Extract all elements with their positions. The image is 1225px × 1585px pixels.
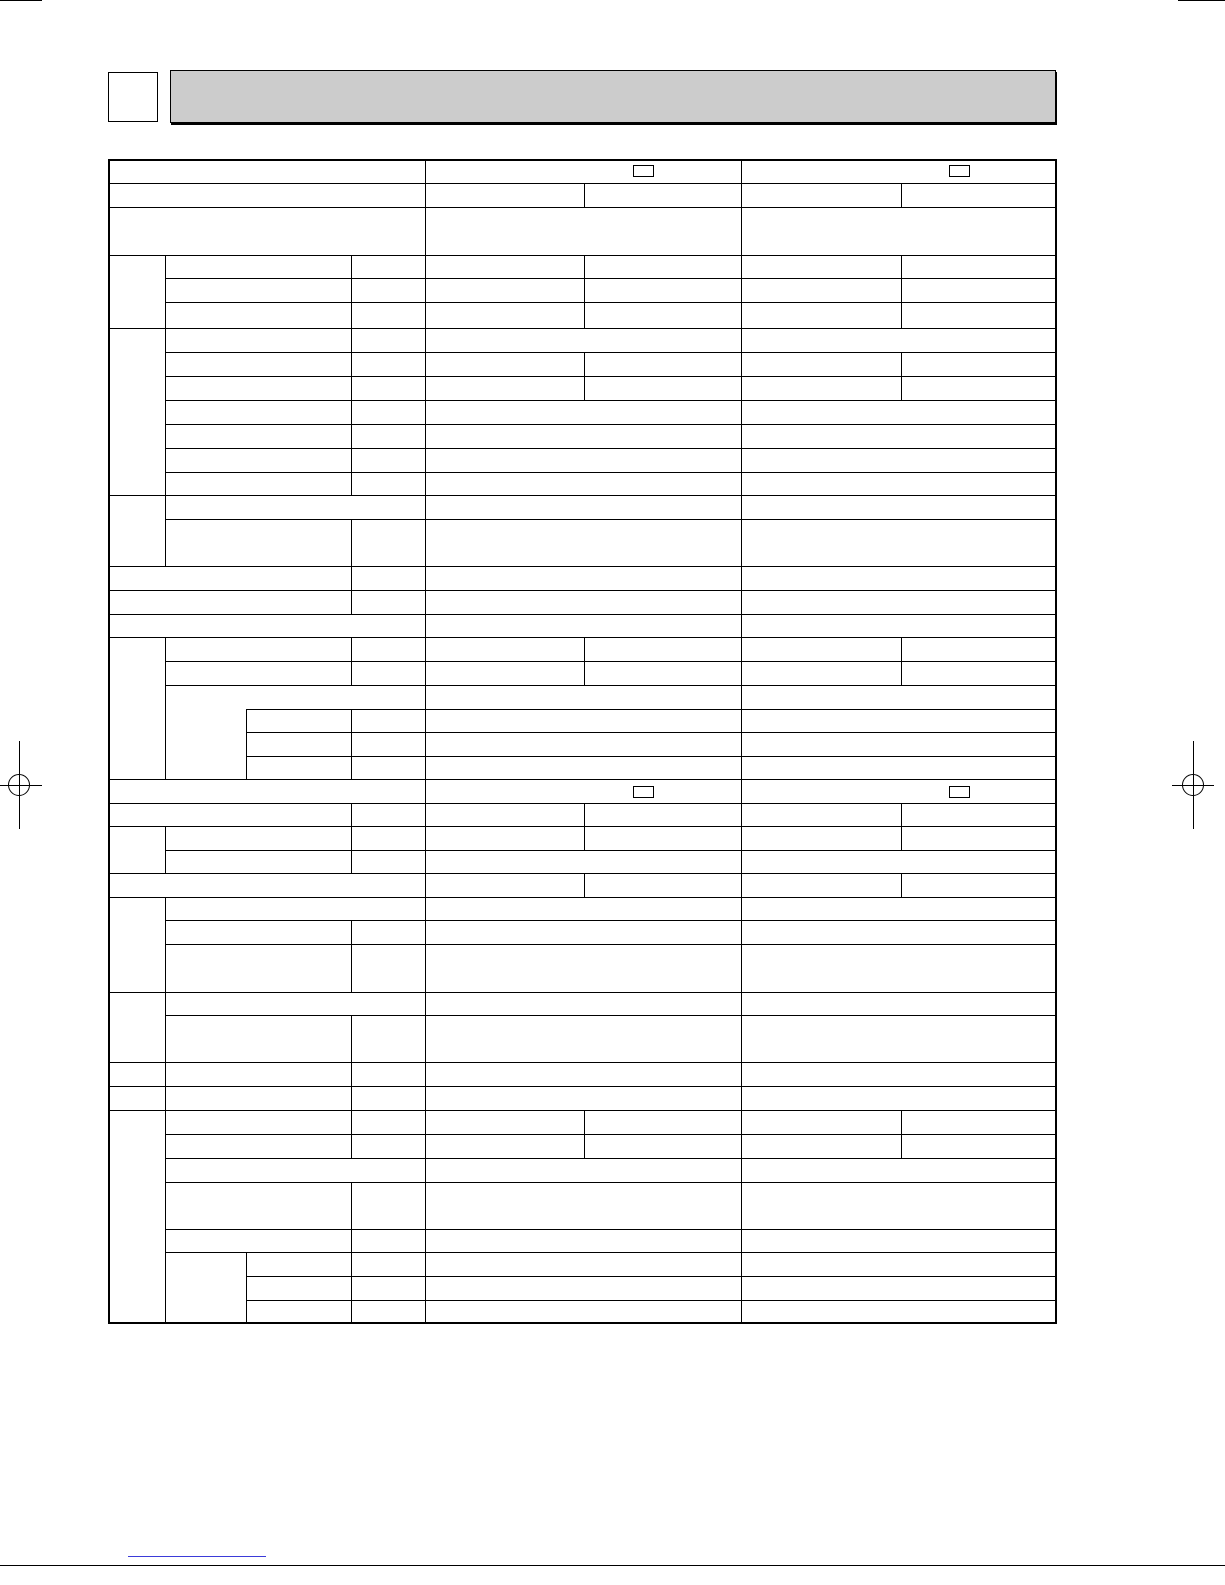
table-vertical-rule — [165, 637, 166, 779]
table-vertical-rule — [351, 709, 352, 779]
table-horizontal-rule — [165, 1158, 1057, 1159]
model-badge-left-lower — [633, 786, 654, 798]
table-horizontal-rule — [165, 519, 1057, 520]
table-vertical-rule — [351, 1182, 352, 1229]
table-horizontal-rule — [246, 732, 1057, 733]
table-horizontal-rule — [108, 495, 1057, 496]
table-vertical-rule — [901, 183, 902, 207]
table-vertical-rule — [351, 255, 352, 495]
table-horizontal-rule — [108, 183, 1057, 184]
table-horizontal-rule — [165, 472, 1057, 473]
table-horizontal-rule — [165, 424, 1057, 425]
table-vertical-rule — [351, 566, 352, 614]
table-vertical-rule — [351, 1015, 352, 1062]
table-vertical-rule — [351, 1110, 352, 1158]
crop-mark-top-left — [0, 0, 42, 1]
table-vertical-rule — [901, 1110, 902, 1158]
model-badge-left — [633, 165, 654, 177]
crop-mark-top-right — [1178, 0, 1225, 1]
table-vertical-rule — [351, 1229, 352, 1324]
table-vertical-rule — [584, 255, 585, 328]
table-horizontal-rule — [165, 1015, 1057, 1016]
model-badge-right-lower — [949, 786, 970, 798]
table-horizontal-rule — [108, 897, 1057, 898]
table-vertical-rule — [351, 519, 352, 566]
table-horizontal-rule — [108, 328, 1057, 329]
table-horizontal-rule — [165, 944, 1057, 945]
table-vertical-rule — [351, 920, 352, 992]
table-horizontal-rule — [165, 685, 1057, 686]
table-horizontal-rule — [246, 1300, 1057, 1301]
footer-link[interactable] — [128, 1556, 266, 1557]
table-horizontal-rule — [165, 1252, 1057, 1253]
table-horizontal-rule — [108, 992, 1057, 993]
table-vertical-rule — [901, 255, 902, 328]
table-vertical-rule — [584, 1110, 585, 1158]
table-horizontal-rule — [108, 826, 1057, 827]
table-vertical-rule — [901, 803, 902, 850]
table-vertical-rule — [584, 637, 585, 685]
table-vertical-rule — [165, 255, 166, 495]
section-number-box — [108, 72, 158, 122]
table-horizontal-rule — [165, 302, 1057, 303]
table-horizontal-rule — [165, 400, 1057, 401]
table-vertical-rule — [246, 1252, 247, 1324]
table-horizontal-rule — [108, 566, 1057, 567]
table-horizontal-rule — [246, 709, 1057, 710]
table-horizontal-rule — [165, 376, 1057, 377]
table-horizontal-rule — [108, 779, 1057, 780]
table-horizontal-rule — [246, 756, 1057, 757]
table-horizontal-rule — [165, 352, 1057, 353]
table-horizontal-rule — [165, 1229, 1057, 1230]
table-horizontal-rule — [165, 448, 1057, 449]
table-vertical-rule — [584, 803, 585, 850]
table-horizontal-rule — [108, 803, 1057, 804]
table-vertical-rule — [584, 873, 585, 897]
table-horizontal-rule — [108, 255, 1057, 256]
table-horizontal-rule — [108, 637, 1057, 638]
table-frame — [108, 159, 1057, 1324]
footer-rule — [0, 1565, 1225, 1566]
table-horizontal-rule — [108, 1062, 1057, 1063]
table-vertical-rule — [901, 352, 902, 400]
table-vertical-rule — [351, 637, 352, 661]
table-vertical-rule — [246, 709, 247, 779]
table-horizontal-rule — [165, 1182, 1057, 1183]
table-horizontal-rule — [165, 278, 1057, 279]
table-horizontal-rule — [108, 1110, 1057, 1111]
table-vertical-rule — [741, 159, 742, 1324]
table-horizontal-rule — [108, 590, 1057, 591]
table-vertical-rule — [165, 495, 166, 566]
table-horizontal-rule — [165, 920, 1057, 921]
table-vertical-rule — [584, 352, 585, 400]
table-horizontal-rule — [246, 1276, 1057, 1277]
table-vertical-rule — [901, 637, 902, 685]
table-horizontal-rule — [165, 850, 1057, 851]
model-badge-right — [949, 165, 970, 177]
section-title-bar — [170, 70, 1056, 123]
table-horizontal-rule — [108, 614, 1057, 615]
table-horizontal-rule — [108, 1086, 1057, 1087]
table-vertical-rule — [165, 826, 166, 873]
table-horizontal-rule — [165, 1134, 1057, 1135]
table-vertical-rule — [351, 661, 352, 685]
table-vertical-rule — [901, 873, 902, 897]
table-vertical-rule — [584, 183, 585, 207]
table-horizontal-rule — [108, 207, 1057, 208]
table-vertical-rule — [165, 897, 166, 1324]
table-horizontal-rule — [108, 873, 1057, 874]
table-vertical-rule — [351, 1062, 352, 1110]
table-vertical-rule — [351, 803, 352, 873]
table-horizontal-rule — [165, 661, 1057, 662]
table-vertical-rule — [425, 159, 426, 1324]
